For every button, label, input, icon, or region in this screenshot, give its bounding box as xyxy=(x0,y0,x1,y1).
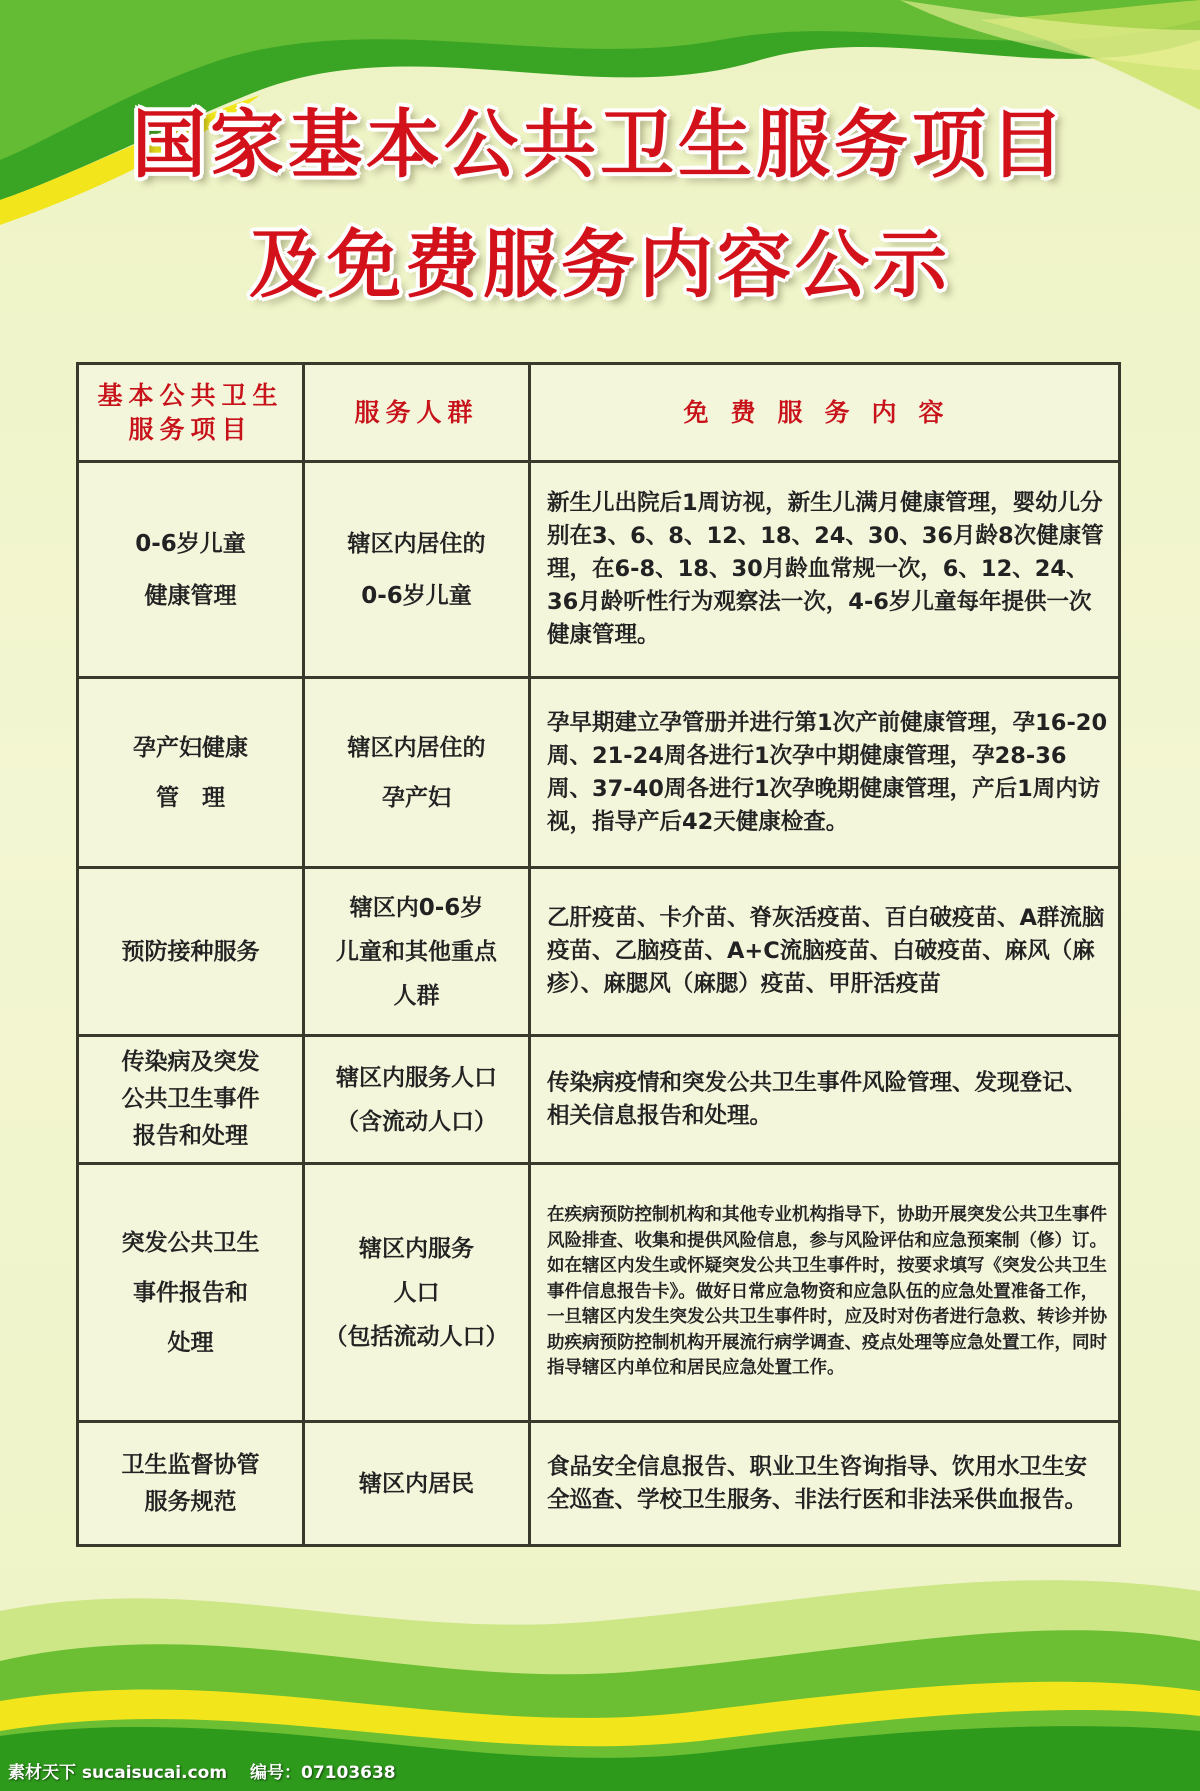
row-project: 传染病及突发 公共卫生事件 报告和处理 xyxy=(78,1036,304,1164)
row-content: 孕早期建立孕管册并进行第1次产前健康管理，孕16-20周、21-24周各进行1次孕中期健康管理，孕28-36周、37-40周各进行1次孕晚期健康管理，产后1周内访视，指导产后42天健康检查。 xyxy=(530,678,1120,868)
row-project: 突发公共卫生 事件报告和 处理 xyxy=(78,1164,304,1422)
table-row xyxy=(78,1422,1120,1546)
header-content: 免费服务内容 xyxy=(530,364,1120,462)
watermark-id: 编号：07103638 xyxy=(250,1763,396,1783)
row-content: 新生儿出院后1周访视，新生儿满月健康管理，婴幼儿分别在3、6、8、12、18、24、30、36月龄8次健康管理，在6-8、18、30月龄血常规一次，6、12、24、36月龄听性行为观察法一次，4-6岁儿童每年提供一次健康管理。 xyxy=(530,462,1120,678)
table-row xyxy=(78,1036,1120,1164)
table-row xyxy=(78,1164,1120,1422)
row-population: 辖区内服务 人口 （包括流动人口） xyxy=(304,1164,530,1422)
row-population: 辖区内居住的 0-6岁儿童 xyxy=(304,462,530,678)
row-project: 孕产妇健康 管 理 xyxy=(78,678,304,868)
watermark-site: 素材天下 sucaisucai.com xyxy=(8,1763,228,1783)
row-content: 乙肝疫苗、卡介苗、脊灰活疫苗、百白破疫苗、A群流脑疫苗、乙脑疫苗、A+C流脑疫苗、白破疫苗、麻风（麻疹）、麻腮风（麻腮）疫苗、甲肝活疫苗 xyxy=(530,868,1120,1036)
row-project: 0-6岁儿童 健康管理 xyxy=(78,462,304,678)
row-population: 辖区内服务人口 （含流动人口） xyxy=(304,1036,530,1164)
row-population: 辖区内0-6岁 儿童和其他重点 人群 xyxy=(304,868,530,1036)
table-row xyxy=(78,868,1120,1036)
row-content: 在疾病预防控制机构和其他专业机构指导下，协助开展突发公共卫生事件风险排查、收集和提供风险信息，参与风险评估和应急预案制（修）订。如在辖区内发生或怀疑突发公共卫生事件时，按要求填写《突发公共卫生事件信息报告卡》。做好日常应急物资和应急队伍的应急处置准备工作，一旦辖区内发生突发公共卫生事件时，应及时对伤者进行急救、转诊并协助疾病预防控制机构开展流行病学调查、疫点处理等应急处置工作，同时指导辖区内单位和居民应急处置工作。 xyxy=(530,1164,1120,1422)
header-population: 服务人群 xyxy=(304,364,530,462)
row-population: 辖区内居民 xyxy=(304,1422,530,1546)
header-project: 基本公共卫生 服务项目 xyxy=(78,364,304,462)
row-content: 传染病疫情和突发公共卫生事件风险管理、发现登记、相关信息报告和处理。 xyxy=(530,1036,1120,1164)
table-header-row xyxy=(78,364,1120,462)
bottom-wave-background xyxy=(0,1551,1200,1791)
row-content: 食品安全信息报告、职业卫生咨询指导、饮用水卫生安全巡查、学校卫生服务、非法行医和非法采供血报告。 xyxy=(530,1422,1120,1546)
title-line-2: 及免费服务内容公示 xyxy=(249,222,951,308)
table-row xyxy=(78,678,1120,868)
title-line-1: 国家基本公共卫生服务项目 xyxy=(132,102,1068,188)
services-table xyxy=(76,362,1121,1547)
row-project: 预防接种服务 xyxy=(78,868,304,1036)
table-row xyxy=(78,462,1120,678)
row-population: 辖区内居住的 孕产妇 xyxy=(304,678,530,868)
row-project: 卫生监督协管 服务规范 xyxy=(78,1422,304,1546)
